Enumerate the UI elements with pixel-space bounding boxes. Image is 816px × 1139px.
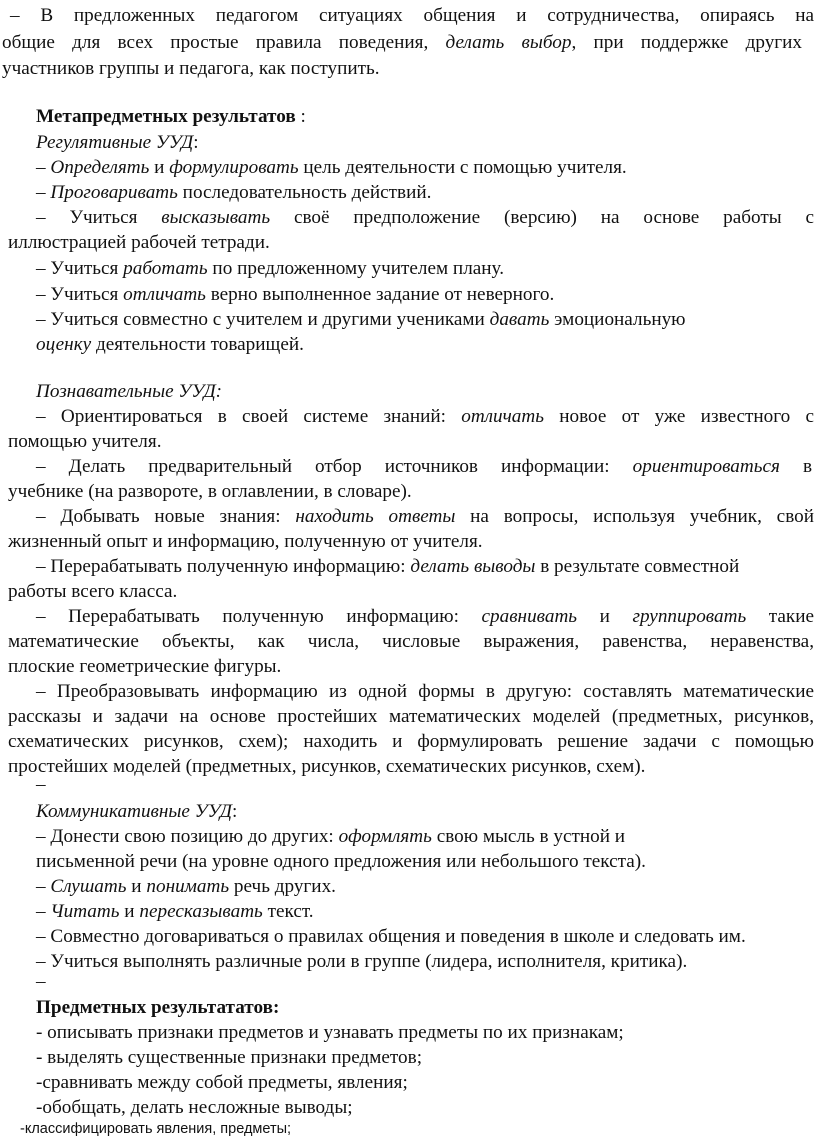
regulative-item-6-cont [36,335,304,354]
regulative-title-text: Регулятивные УУД [36,132,194,153]
emphasis: Проговаривать [50,182,178,203]
communicative-title [36,802,237,821]
meta-heading [36,107,306,126]
communicative-item-5 [36,952,687,971]
emphasis: высказывать [161,207,271,228]
regulative-title-colon: : [193,132,199,153]
emphasis: Читать [50,901,120,922]
text: в результате совместной [535,556,740,577]
intro-emphasis: делать выбор [445,32,572,53]
text: письменной речи (на уровне одного предложения или небольшого текста). [36,851,646,872]
subject-item-2: - выделять существенные признаки предметов; [36,1047,423,1068]
text: работы всего класса. [8,581,178,602]
cognitive-item-6-cont [8,707,814,726]
communicative-item-1 [36,827,625,846]
text: верно выполненное задание от неверного. [205,284,555,305]
emphasis: делать выводы [410,556,536,577]
text: речь других. [229,876,336,897]
text: и [126,876,147,897]
dash: – [36,901,51,922]
cognitive-item-4-cont [8,582,177,601]
emphasis: давать [489,309,550,330]
text: – Совместно договариваться о правилах общения и поведения в школе и следовать им. [36,926,746,947]
text: по предложенному учителем плану. [207,258,505,279]
text: на вопросы, используя учебник, свой [470,506,814,527]
regulative-item-1 [36,158,627,177]
intro-line-1 [10,6,814,25]
regulative-title [36,133,199,152]
emphasis: формулировать [169,157,299,178]
communicative-item-3 [36,902,314,921]
dash: – [36,157,51,178]
text: цель деятельности с помощью учителя. [298,157,627,178]
colon: : [231,801,238,822]
empty-dash: – [36,774,46,795]
cognitive-item-3-cont [8,532,483,551]
regulative-item-3 [36,208,814,227]
text: – Ориентироваться в своей системе знаний: [36,406,446,427]
text: – Перерабатывать полученную информацию: [36,556,411,577]
cognitive-item-2 [36,457,812,476]
intro-text: , при поддержке других [571,32,803,53]
communicative-item-4 [36,927,746,946]
subject-heading: Предметных результататов: [36,997,280,1018]
text: – Учиться [36,284,124,305]
text: и [119,901,140,922]
intro-text: общие для всех простые правила поведения, [2,32,429,53]
text: схематических рисунков, схем); находить и формулировать решение задачи с помощью [8,731,814,752]
text: – Перерабатывать полученную информацию: [36,606,459,627]
intro-text: – В предложенных педагогом ситуациях общения и сотрудничества, опираясь на [10,5,814,26]
text: жизненный опыт и информацию, полученную от учителя. [8,531,483,552]
regulative-item-2 [36,183,431,202]
emphasis: отличать [461,406,544,427]
intro-line-3 [2,59,380,78]
communicative-item-1-cont [36,852,646,871]
text: – Учиться выполнять различные роли в группе (лидера, исполнителя, критика). [36,951,688,972]
text: математические объекты, как числа, числовые выражения, равенства, неравенства, [8,631,814,652]
emphasis: понимать [146,876,230,897]
meta-heading-text: Метапредметных результатов [36,106,296,127]
text: рассказы и задачи на основе простейших математических моделей (предметных, рисунков, [8,706,814,727]
text: плоские геометрические фигуры. [8,656,282,677]
emphasis: оценку [36,334,92,355]
emphasis: оформлять [338,826,432,847]
regulative-item-3-cont [8,233,270,252]
text: новое от уже известного с [559,406,814,427]
text: такие [768,606,815,627]
subject-item-4: -обобщать, делать несложные выводы; [36,1097,353,1118]
intro-text: участников группы и педагога, как поступить. [2,58,380,79]
text: помощью учителя. [8,431,162,452]
emphasis: ориентироваться [632,456,780,477]
emphasis: Слушать [50,876,127,897]
cognitive-title: Познавательные УУД: [36,381,223,402]
text: – Учиться [36,258,124,279]
text: и [599,606,610,627]
emphasis: пересказывать [139,901,263,922]
emphasis: группировать [632,606,747,627]
text: текст. [262,901,314,922]
emphasis: Определять [50,157,150,178]
cognitive-item-5-cont [8,632,814,651]
text: – Преобразовывать информацию из одной формы в другую: составлять математические [36,681,814,702]
text: эмоциональную [549,309,686,330]
regulative-item-4 [36,259,504,278]
text: – Учиться совместно с учителем и другими учениками [36,309,490,330]
text: своё предположение (версию) на основе работы с [293,207,815,228]
regulative-item-5 [36,285,554,304]
meta-heading-colon: : [295,106,306,127]
cognitive-item-6-cont2 [8,732,814,751]
subject-item-1: - описывать признаки предметов и узнавать предметы по их признакам; [36,1022,624,1043]
text: учебнике (на развороте, в оглавлении, в словаре). [8,481,412,502]
text: последовательность действий. [177,182,432,203]
cognitive-item-1 [36,407,814,426]
empty-dash: – [36,971,46,992]
cognitive-item-5-cont2 [8,657,281,676]
emphasis: работать [123,258,208,279]
emphasis: сравнивать [481,606,578,627]
text: простейших моделей (предметных, рисунков, схематических рисунков, схем). [8,756,646,777]
cognitive-item-4 [36,557,739,576]
text: в [802,456,813,477]
regulative-item-6 [36,310,686,329]
communicative-title-text: Коммуникативные УУД [36,801,232,822]
text: иллюстрацией рабочей тетради. [8,232,270,253]
cognitive-item-2-cont [8,482,412,501]
text: свою мысль в устной и [431,826,626,847]
intro-line-2 [2,33,802,52]
text: – Добывать новые знания: [36,506,281,527]
cognitive-item-3 [36,507,814,526]
text: – Донести свою позицию до других: [36,826,339,847]
emphasis: находить ответы [295,506,456,527]
subject-item-5: -классифицировать явления, предметы; [20,1121,292,1137]
text: – Делать предварительный отбор источников информации: [36,456,610,477]
dash: – [36,182,51,203]
text: – Учиться [36,207,138,228]
text: деятельности товарищей. [91,334,304,355]
communicative-item-2 [36,877,336,896]
text: и [149,157,170,178]
dash: – [36,876,51,897]
emphasis: отличать [123,284,206,305]
cognitive-item-6 [36,682,814,701]
cognitive-item-6-cont3 [8,757,645,776]
subject-item-3: -сравнивать между собой предметы, явления; [36,1072,408,1093]
cognitive-item-1-cont [8,432,162,451]
cognitive-item-5 [36,607,814,626]
